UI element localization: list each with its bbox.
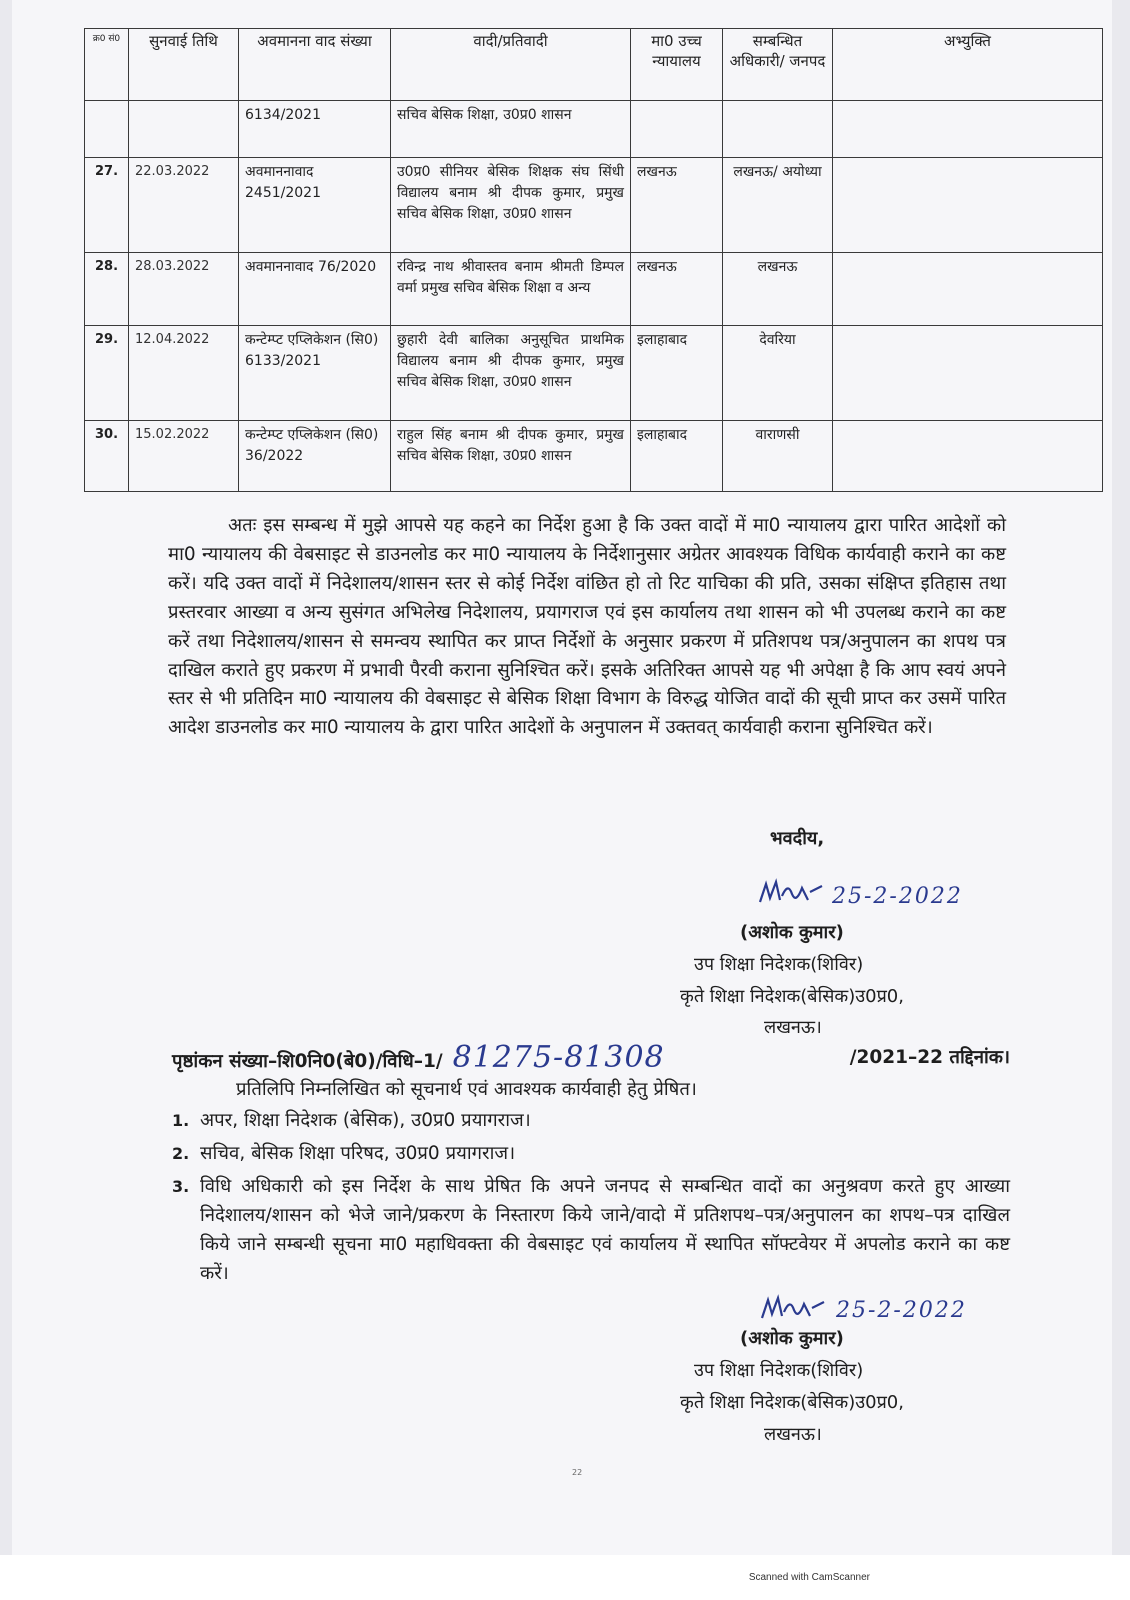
case-number: कन्टेम्प्ट एप्लिकेशन (सि0) 36/2022 [239, 421, 391, 492]
endorsement-number: 81275-81308 [452, 1040, 665, 1075]
body-paragraph: अतः इस सम्बन्ध में मुझे आपसे यह कहने का निर्देश हुआ है कि उक्त वादों में मा0 न्यायालय द्वारा पारित आदेशों को मा0 न्यायालय की वेबसाइट से डाउनलोड कर मा0 न्यायालय के निर्देशानुसार अग्रेतर आवश्यक विधिक कार्यवाही कराने का कष्ट करें। यदि उक्त वादों में निदेशालय/शासन स्तर से कोई निर्देश वांछित हो तो रिट याचिका की प्रति, उसका संक्षिप्त इतिहास तथा प्रस्तरवार आख्या व अन्य सुसंगत अभिलेख निदेशालय, प्रयागराज एवं इस कार्यालय तथा शासन को भी उपलब्ध कराने का कष्ट करें तथा निदेशालय/शासन से समन्वय स्थापित कर प्राप्त निर्देशों के अनुसार प्रकरण में प्रतिशपथ पत्र/अनुपालन का शपथ पत्र दाखिल कराते हुए प्रकरण में प्रभावी पैरवी कराना सुनिश्चित करें। इसके अतिरिक्त आपसे यह भी अपेक्षा है कि आप स्वयं अपने स्तर से भी प्रतिदिन मा0 न्यायालय की वेबसाइट से बेसिक शिक्षा विभाग के विरुद्ध योजित वादों की सूची प्राप्त कर उसमें पारित आदेश डाउनलोड कर मा0 न्यायालय के द्वारा पारित आदेशों के अनुपालन में उक्तवत् कार्यवाही कराना सुनिश्चित करें। [168, 515, 1006, 739]
signatory-on-behalf: कृते शिक्षा निदेशक(बेसिक)उ0प्र0, [680, 1392, 904, 1413]
header-court: मा0 उच्च न्यायालय [631, 29, 723, 101]
camscanner-watermark: Scanned with CamScanner [748, 1572, 870, 1583]
hearing-date: 22.03.2022 [129, 158, 239, 253]
parties: राहुल सिंह बनाम श्री दीपक कुमार, प्रमुख सचिव बेसिक शिक्षा, उ0प्र0 शासन [391, 421, 631, 492]
remarks [833, 326, 1103, 421]
table-row [85, 421, 1103, 492]
signature-date: 25-2-2022 [832, 884, 963, 909]
parties: उ0प्र0 सीनियर बेसिक शिक्षक संघ सिंधी विद्यालय बनाम श्री दीपक कुमार, प्रमुख सचिव बेसिक शिक्षा, उ0प्र0 शासन [391, 158, 631, 253]
list-item-number: 3. [172, 1177, 190, 1196]
signatory-place: लखनऊ। [764, 1424, 822, 1445]
court: इलाहाबाद [631, 421, 723, 492]
signatory-name: (अशोक कुमार) [740, 922, 844, 943]
signatory-on-behalf: कृते शिक्षा निदेशक(बेसिक)उ0प्र0, [680, 986, 904, 1007]
case-table [84, 28, 1103, 492]
case-number: कन्टेम्प्ट एप्लिकेशन (सि0) 6133/2021 [239, 326, 391, 421]
case-number: अवमाननावाद 2451/2021 [239, 158, 391, 253]
list-item-text: विधि अधिकारी को इस निर्देश के साथ प्रेषित कि अपने जनपद से सम्बन्धित वादों का अनुश्रवण करते हुए आख्या निदेशालय/शासन को भेजे जाने/प्रकरण के निस्तारण किये जाने/वादो में प्रतिशपथ–पत्र/अनुपालन का शपथ–पत्र दाखिल किये जाने सम्बन्धी सूचना मा0 महाधिवक्ता की वेबसाइट एवं कार्यालय में स्थापित सॉफ्टवेयर में अपलोड कराने का कष्ट करें। [200, 1176, 1010, 1284]
list-item-number: 1. [172, 1111, 190, 1130]
table-header-row [85, 29, 1103, 101]
remarks [833, 253, 1103, 326]
copy-intro: प्रतिलिपि निम्नलिखित को सूचनार्थ एवं आवश्यक कार्यवाही हेतु प्रेषित। [236, 1079, 697, 1100]
header-parties: वादी/प्रतिवादी [391, 29, 631, 101]
signature-scribble [760, 1294, 830, 1328]
hearing-date: 12.04.2022 [129, 326, 239, 421]
case-number: अवमाननावाद 76/2020 [239, 253, 391, 326]
scanner-footer [0, 1555, 1130, 1600]
table-row [85, 158, 1103, 253]
copy-list [172, 1106, 1010, 1292]
signatory-designation: उप शिक्षा निदेशक(शिविर) [694, 1360, 864, 1381]
list-item [172, 1172, 1010, 1288]
list-item-text: अपर, शिक्षा निदेशक (बेसिक), उ0प्र0 प्रयागराज। [200, 1110, 531, 1131]
list-item-text: सचिव, बेसिक शिक्षा परिषद, उ0प्र0 प्रयागराज। [200, 1143, 516, 1164]
list-item-number: 2. [172, 1144, 190, 1163]
page-number: 22 [572, 1468, 583, 1477]
case-number: 6134/2021 [239, 101, 391, 158]
header-remarks: अभ्युक्ति [833, 29, 1103, 101]
header-officer: सम्बन्धित अधिकारी/ जनपद [723, 29, 833, 101]
signatory-designation: उप शिक्षा निदेशक(शिविर) [694, 954, 864, 975]
signatory-place: लखनऊ। [764, 1017, 822, 1038]
list-item [172, 1106, 1010, 1135]
row-sn: 30. [85, 421, 129, 492]
header-date: सुनवाई तिथि [129, 29, 239, 101]
endorsement-suffix: /2021–22 तद्दिनांक। [849, 1047, 1010, 1068]
officer-district: वाराणसी [723, 421, 833, 492]
signature-date: 25-2-2022 [836, 1298, 967, 1323]
parties: सचिव बेसिक शिक्षा, उ0प्र0 शासन [391, 101, 631, 158]
hearing-date: 28.03.2022 [129, 253, 239, 326]
signature-scribble [758, 878, 828, 912]
officer-district: लखनऊ/ अयोध्या [723, 158, 833, 253]
parties: रविन्द्र नाथ श्रीवास्तव बनाम श्रीमती डिम्पल वर्मा प्रमुख सचिव बेसिक शिक्षा व अन्य [391, 253, 631, 326]
endorsement-line [172, 1040, 1010, 1075]
row-sn: 29. [85, 326, 129, 421]
remarks [833, 421, 1103, 492]
closing-salutation: भवदीय, [770, 828, 825, 849]
officer-district: लखनऊ [723, 253, 833, 326]
table-row [85, 253, 1103, 326]
header-sn: क्र0 सं0 [85, 29, 129, 101]
row-sn: 27. [85, 158, 129, 253]
officer-district: देवरिया [723, 326, 833, 421]
endorsement-prefix: पृष्ठांकन संख्या–शि0नि0(बे0)/विधि–1/ [172, 1051, 443, 1072]
signatory-name: (अशोक कुमार) [740, 1328, 844, 1349]
row-sn: 28. [85, 253, 129, 326]
court: लखनऊ [631, 158, 723, 253]
list-item [172, 1139, 1010, 1168]
remarks [833, 158, 1103, 253]
court: लखनऊ [631, 253, 723, 326]
hearing-date: 15.02.2022 [129, 421, 239, 492]
parties: छुहारी देवी बालिका अनुसूचित प्राथमिक विद्यालय बनाम श्री दीपक कुमार, प्रमुख सचिव बेसिक शिक्षा, उ0प्र0 शासन [391, 326, 631, 421]
table-row [85, 101, 1103, 158]
header-case: अवमानना वाद संख्या [239, 29, 391, 101]
table-row [85, 326, 1103, 421]
court: इलाहाबाद [631, 326, 723, 421]
